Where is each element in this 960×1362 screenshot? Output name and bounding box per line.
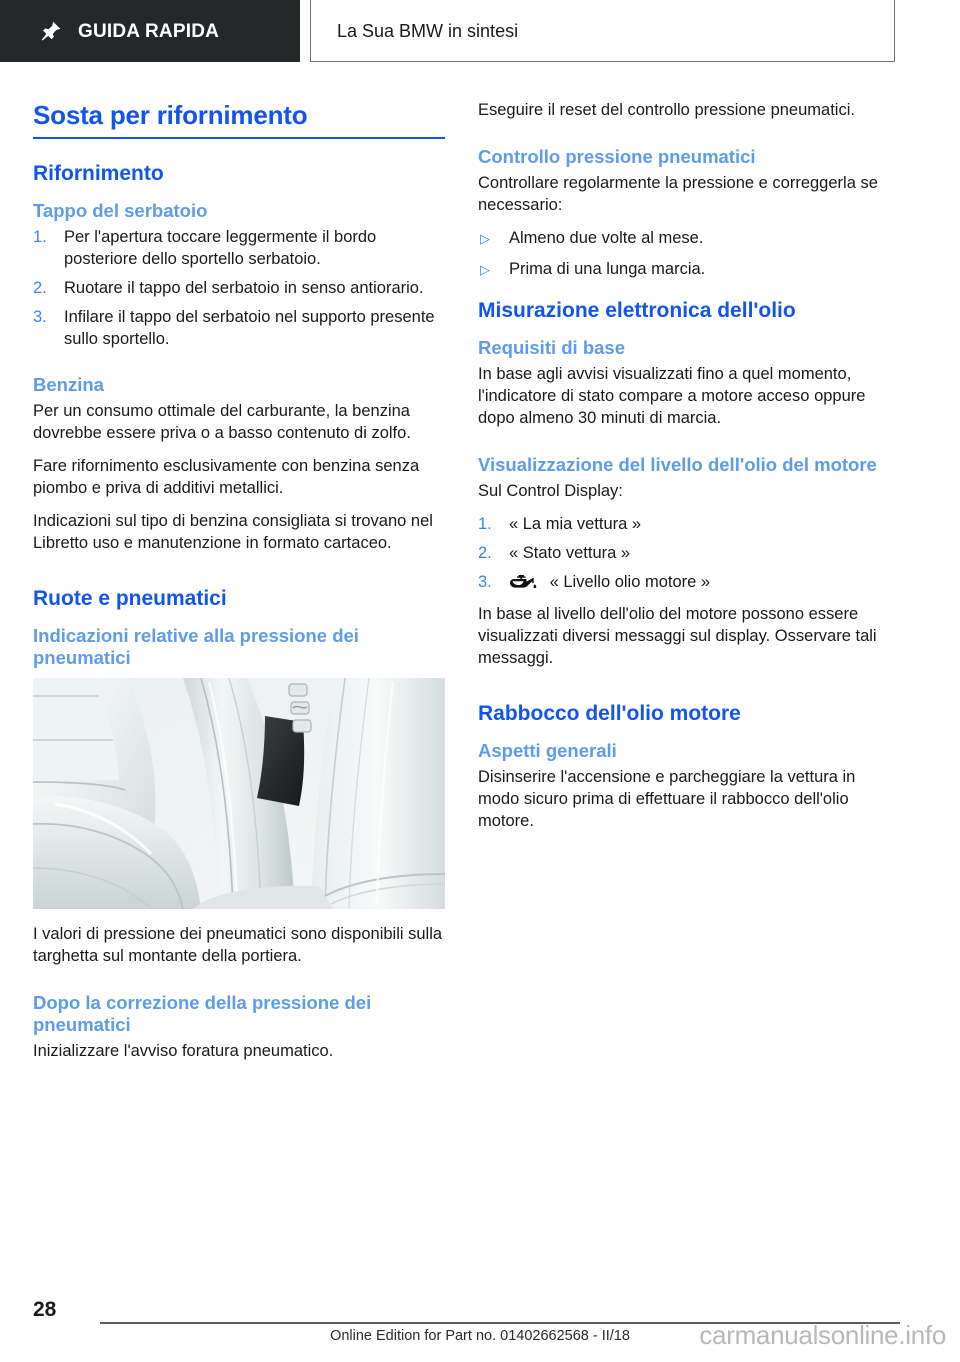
triangle-bullet-icon: ▷ (480, 231, 490, 246)
benzina-paragraph-1: Per un consumo ottimale del carburante, la benzina dovrebbe essere priva o a basso contenuto di zolfo. (33, 401, 411, 442)
subsection-heading-tappo: Tappo del serbatoio (33, 199, 208, 221)
subsection-heading-controllo-pressione: Controllo pressione pneumatici (478, 145, 756, 167)
spacer (478, 291, 890, 298)
subsection-heading-requisiti: Requisiti di base (478, 337, 626, 359)
controllo-bullet-list (478, 228, 890, 281)
list-item-number: 2. (478, 544, 492, 563)
list-item (33, 227, 445, 271)
door-pillar-illustration (33, 678, 445, 909)
list-item-number: 3. (478, 573, 492, 592)
list-item-number: 1. (33, 228, 47, 247)
spacer (478, 133, 890, 146)
list-item (33, 278, 445, 300)
subsection-heading-dopo-correzione: Dopo la correzione della pressione dei pneumatici (33, 991, 372, 1036)
spacer (33, 361, 445, 374)
list-item-text: Almeno due volte al mese. (509, 229, 704, 247)
section-tab[interactable] (310, 0, 895, 62)
list-item (478, 259, 890, 281)
left-column (33, 100, 445, 1074)
list-item-text: Prima di una lunga marcia. (509, 259, 706, 278)
edition-note: Online Edition for Part no. 01402662568 - II/18 (330, 1328, 630, 1344)
requisiti-paragraph: In base agli avvisi visualizzati fino a quel momento, l'indicatore di stato compare a motore acceso oppure dopo almeno 30 minuti di marcia. (478, 365, 866, 428)
list-item-text: « Stato vettura » (509, 544, 631, 563)
watermark: carmanualsonline.info (699, 1320, 946, 1350)
list-item-number: 2. (33, 278, 47, 297)
page-body (0, 100, 960, 1280)
pushpin-icon (40, 20, 62, 42)
quick-guide-tab[interactable] (0, 0, 300, 62)
benzina-paragraph-2: Fare rifornimento esclusivamente con benzina senza piombo e priva di additivi metallici. (33, 456, 420, 497)
spacer (33, 566, 445, 586)
list-item-text: Per l'apertura toccare leggermente il bordo posteriore dello sportello serbatoio. (64, 228, 377, 268)
section-tab-label: La Sua BMW in sintesi (337, 20, 519, 41)
page-number: 28 (33, 1298, 57, 1321)
spacer (478, 441, 890, 454)
tappo-steps-list (33, 227, 445, 351)
list-item-text: Ruotare il tappo del serbatoio in senso antiorario. (64, 278, 424, 297)
chapter-title: Sosta per rifornimento (33, 100, 308, 130)
triangle-bullet-icon: ▷ (480, 261, 490, 277)
list-item (478, 228, 890, 250)
visualizzazione-closing-paragraph: In base al livello dell'olio del motore possono essere visualizzati diversi messaggi sul display. Osservare tali messaggi. (478, 605, 877, 667)
section-heading-rifornimento: Rifornimento (33, 161, 164, 185)
list-item (478, 572, 890, 594)
page-header (0, 0, 960, 66)
list-item (478, 514, 890, 536)
list-item-text: « Livello olio motore » (549, 573, 711, 592)
section-heading-rabbocco: Rabbocco dell'olio motore (478, 701, 741, 725)
list-item (33, 307, 445, 351)
section-heading-ruote: Ruote e pneumatici (33, 586, 227, 610)
figure-caption: I valori di pressione dei pneumatici sono disponibili sulla targhetta sul montante della portiera. (33, 925, 443, 966)
chapter-title-rule (33, 137, 445, 139)
visualizzazione-intro: Sul Control Display: (478, 482, 623, 501)
controllo-intro-paragraph: Controllare regolarmente la pressione e correggerla se necessario: (478, 174, 878, 215)
subsection-heading-indicazioni: Indicazioni relative alla pressione dei pneumatici (33, 624, 359, 668)
right-column (478, 100, 890, 844)
subsection-heading-aspetti-generali: Aspetti generali (478, 740, 617, 761)
list-item-text: Infilare il tappo del serbatoio nel supporto presente sullo sportello. (64, 307, 435, 348)
dopo-correzione-paragraph: Inizializzare l'avviso foratura pneumatico. (33, 1042, 334, 1061)
list-item-number: 1. (478, 515, 492, 534)
section-heading-misurazione: Misurazione elettronica dell'olio (478, 298, 796, 322)
spacer (33, 979, 445, 992)
subsection-heading-benzina: Benzina (33, 373, 104, 395)
continuation-paragraph: Eseguire il reset del controllo pressione pneumatici. (478, 101, 855, 119)
spacer (478, 681, 890, 701)
subsection-heading-visualizzazione: Visualizzazione del livello dell'olio del motore (478, 454, 877, 476)
oil-can-icon (509, 574, 537, 590)
quick-guide-tab-label: GUIDA RAPIDA (78, 20, 220, 42)
list-item (478, 543, 890, 565)
control-display-steps-list (478, 514, 890, 594)
benzina-paragraph-3: Indicazioni sul tipo di benzina consigliata si trovano nel Libretto uso e manutenzione in formato cartaceo. (33, 511, 433, 552)
list-item-number: 3. (33, 307, 47, 326)
page-footer (0, 1280, 960, 1362)
aspetti-generali-paragraph: Disinserire l'accensione e parcheggiare la vettura in modo sicuro prima di effettuare il rabbocco dell'olio motore. (478, 768, 856, 831)
list-item-text: « La mia vettura » (509, 515, 642, 534)
